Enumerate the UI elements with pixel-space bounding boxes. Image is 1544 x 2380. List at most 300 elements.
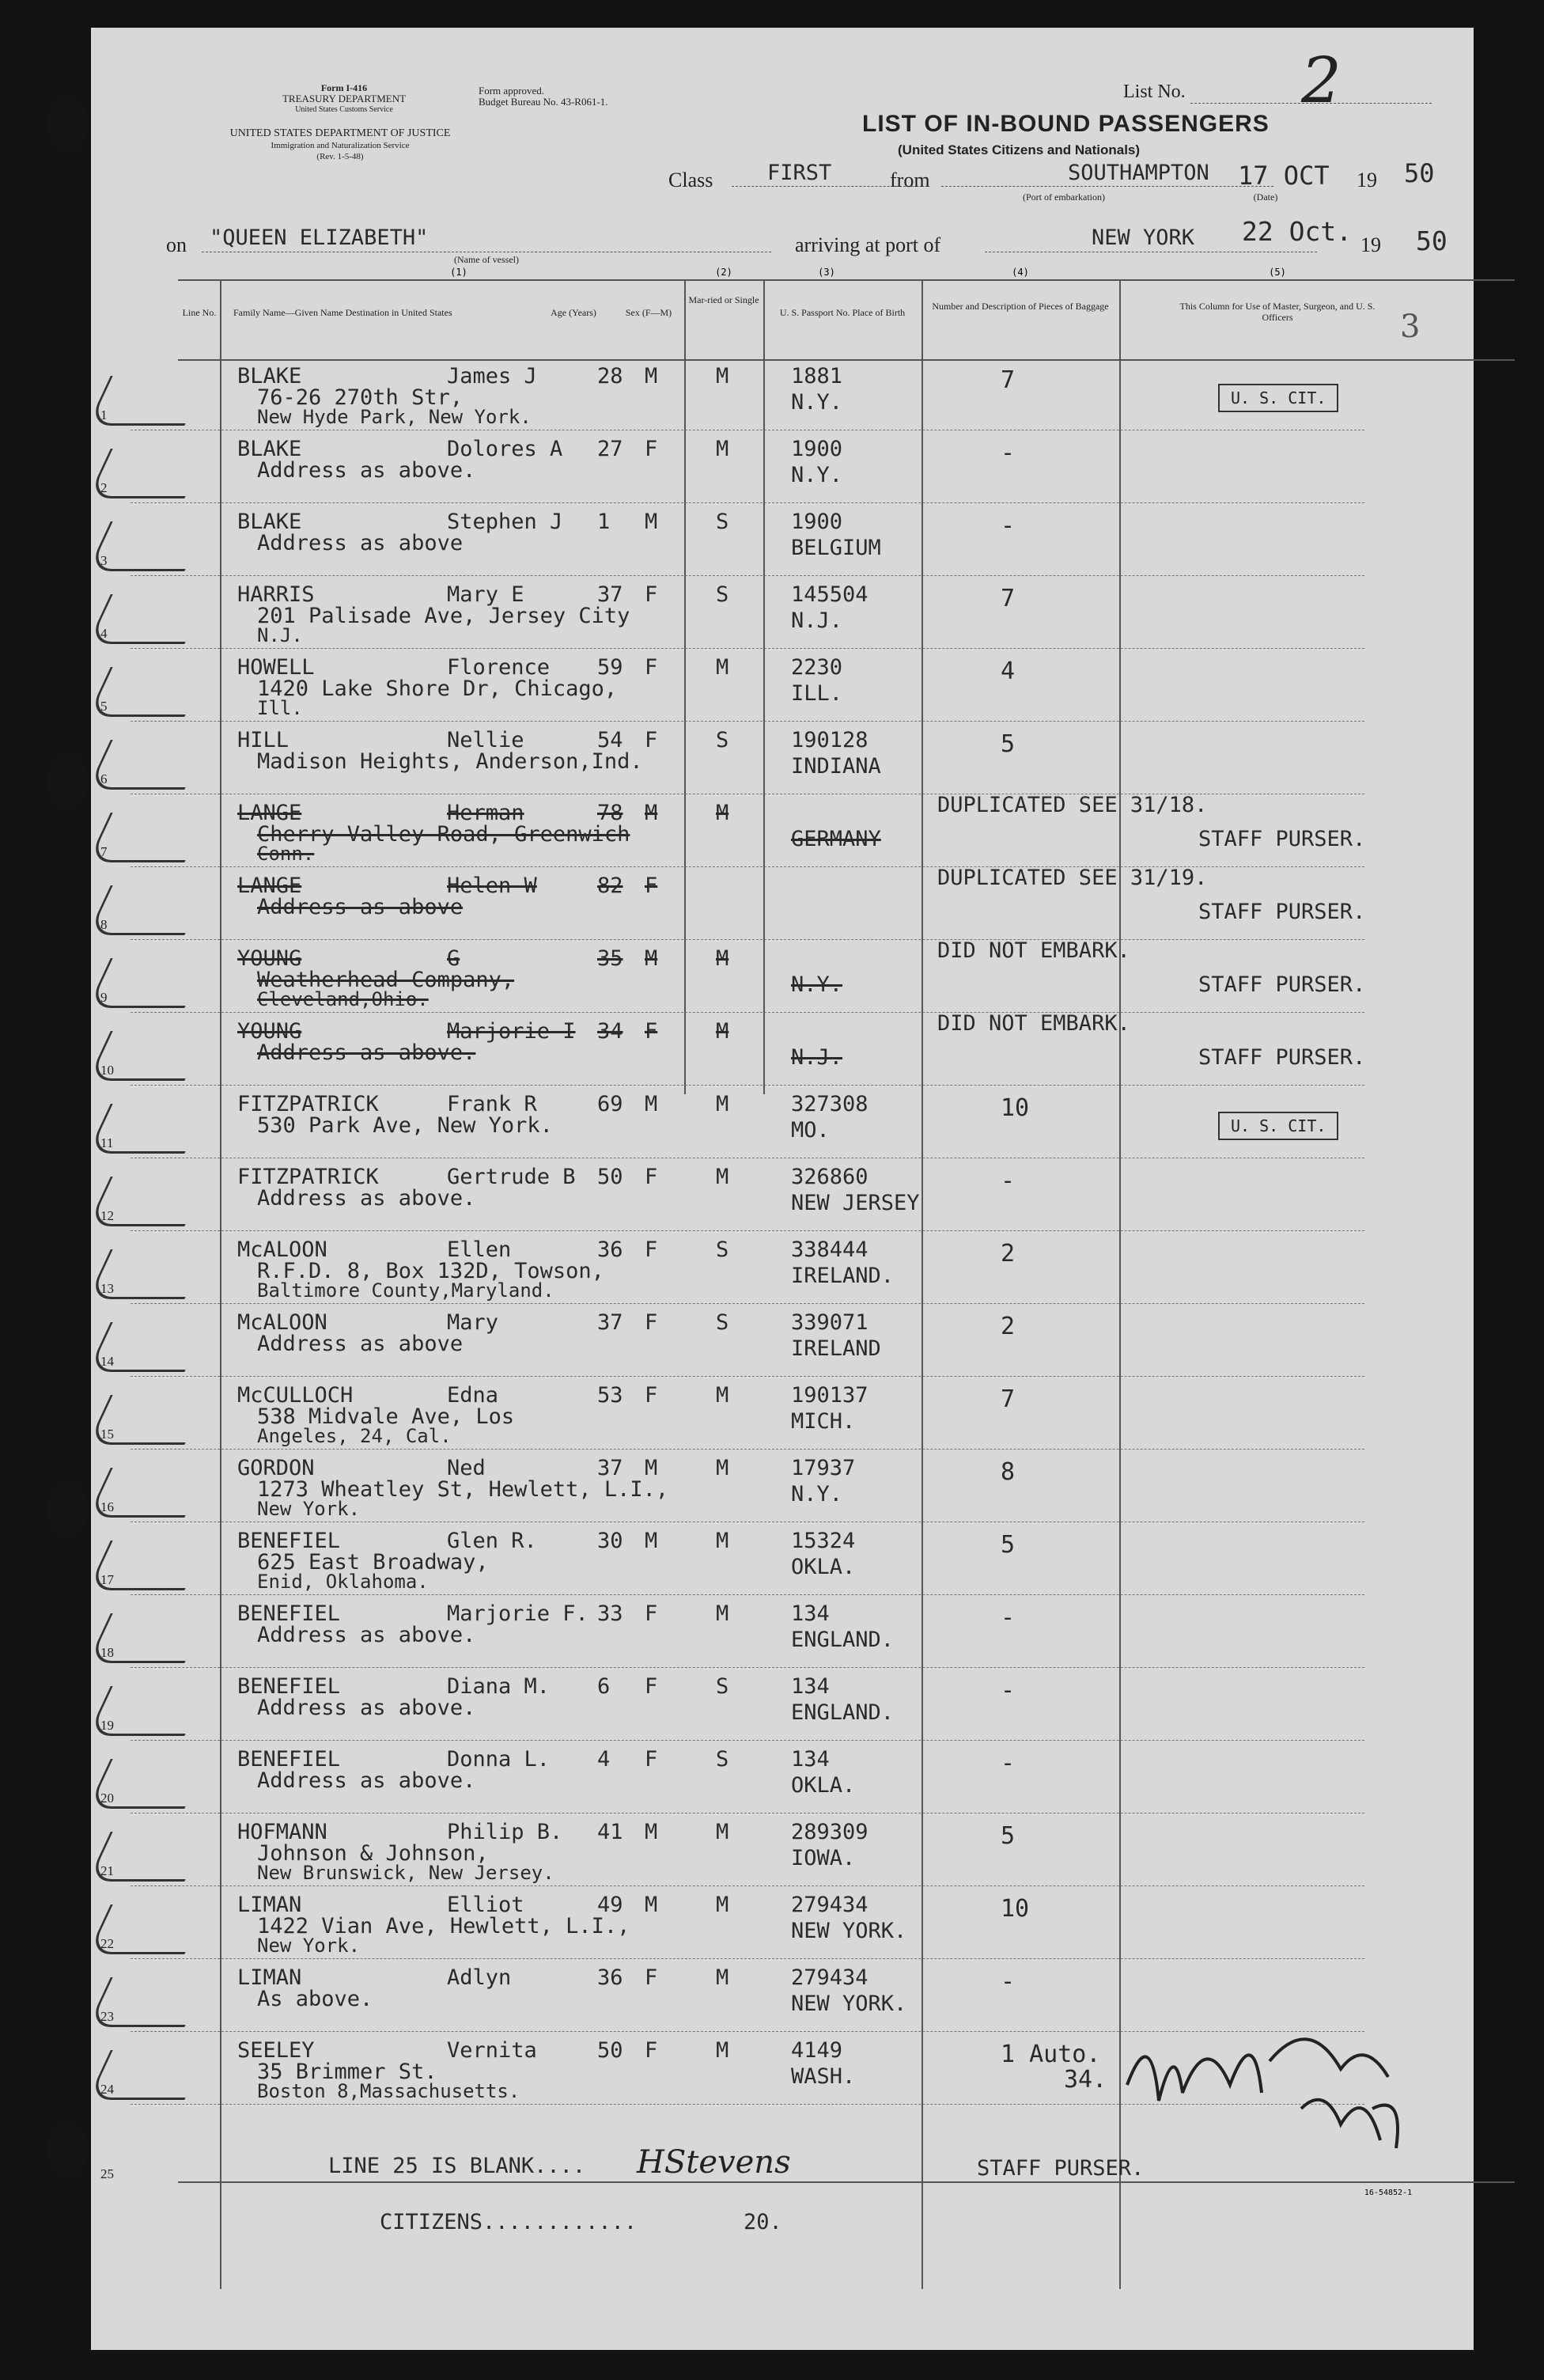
marital-status: M: [716, 1092, 729, 1116]
place-of-birth: NEW YORK.: [791, 1992, 907, 2016]
check-mark: [87, 1031, 207, 1081]
document-page: [91, 28, 1474, 2350]
check-mark: [87, 1468, 207, 1518]
address-line-1: 1422 Vian Ave, Hewlett, L.I.,: [257, 1914, 630, 1938]
given-name: Stephen J: [447, 510, 563, 534]
age: 59: [597, 655, 623, 680]
line25-signature: HStevens: [637, 2144, 791, 2181]
address-line-1: 625 East Broadway,: [257, 1550, 489, 1575]
line-number: 2: [100, 480, 108, 495]
on-label: on: [166, 233, 187, 256]
address-line-2: New York.: [257, 1498, 361, 1520]
column-number-5: (5): [1269, 267, 1286, 278]
baggage: 10: [1001, 1094, 1030, 1122]
arriving-label: arriving at port of: [795, 233, 941, 256]
passport-number: 190137: [791, 1383, 868, 1408]
family-name: BLAKE: [237, 437, 302, 461]
given-name: Adlyn: [447, 1965, 512, 1990]
marital-status: S: [716, 582, 729, 607]
check-mark: [87, 1249, 207, 1299]
baggage: -: [1001, 1677, 1016, 1704]
baggage: 5: [1001, 730, 1016, 758]
place-of-birth: OKLA.: [791, 1773, 856, 1798]
age: 78: [597, 801, 623, 825]
line-number: 4: [100, 626, 108, 641]
given-name: Marjorie F.: [447, 1601, 588, 1626]
given-name: Philip B.: [447, 1820, 563, 1844]
age: 30: [597, 1529, 623, 1553]
address-line-1: Madison Heights, Anderson,Ind.: [257, 749, 643, 774]
us-citizen-stamp: U. S. CIT.: [1218, 1112, 1338, 1140]
baggage: 1 Auto.: [1001, 2041, 1101, 2068]
place-of-birth: BELGIUM: [791, 536, 881, 560]
table-top-border: [178, 279, 1515, 281]
port-of-embarkation: SOUTHAMPTON: [1068, 161, 1209, 185]
given-name: Mary: [447, 1310, 499, 1335]
column-number-4: (4): [1012, 267, 1029, 278]
departure-date: 17 OCT: [1238, 161, 1330, 191]
binder-hole: [47, 95, 89, 153]
age: 4: [597, 1747, 611, 1772]
age: 54: [597, 728, 623, 752]
sex: F: [645, 1601, 658, 1626]
line-number: 6: [100, 771, 108, 786]
given-name: Marjorie I: [447, 1019, 576, 1044]
line-number: 8: [100, 917, 108, 932]
given-name: Gertrude B: [447, 1165, 576, 1189]
age: 1: [597, 510, 611, 534]
check-mark: [87, 1832, 207, 1882]
age: 6: [597, 1674, 611, 1699]
check-mark: [87, 1759, 207, 1809]
address-line-1: Address as above.: [257, 1696, 476, 1720]
row-divider: [131, 1522, 1364, 1523]
passport-number: 289309: [791, 1820, 868, 1844]
check-mark: [87, 1322, 207, 1372]
address-line-2: New Brunswick, New Jersey.: [257, 1862, 554, 1884]
passport-number: 2230: [791, 655, 843, 680]
status-note: DUPLICATED SEE 31/18.: [937, 793, 1208, 817]
address-line-1: Weatherhead Company,: [257, 968, 515, 992]
marital-status: M: [716, 1601, 729, 1626]
family-name: HOWELL: [237, 655, 315, 680]
age: 50: [597, 2038, 623, 2063]
family-name: LIMAN: [237, 1893, 302, 1917]
sex: M: [645, 801, 658, 825]
place-of-birth: IOWA.: [791, 1846, 856, 1870]
column-number-1: (1): [450, 267, 467, 278]
sex: F: [645, 437, 658, 461]
family-name: FITZPATRICK: [237, 1165, 379, 1189]
given-name: Nellie: [447, 728, 524, 752]
marital-status: M: [716, 1893, 729, 1917]
sex: F: [645, 582, 658, 607]
given-name: Vernita: [447, 2038, 537, 2063]
page-mark: 3: [1400, 309, 1421, 345]
passport-number: 145504: [791, 582, 868, 607]
check-mark: [87, 813, 207, 862]
family-name: SEELEY: [237, 2038, 315, 2063]
line-number: 9: [100, 990, 108, 1005]
passport-number: 339071: [791, 1310, 868, 1335]
row-divider: [131, 1449, 1364, 1450]
place-of-birth: MO.: [791, 1118, 830, 1143]
staff-purser: STAFF PURSER.: [1198, 827, 1366, 851]
passport-number: 134: [791, 1747, 830, 1772]
place-of-birth: N.Y.: [791, 463, 843, 487]
passport-number: 190128: [791, 728, 868, 752]
address-line-1: 538 Midvale Ave, Los: [257, 1404, 515, 1429]
address-line-2: Ill.: [257, 697, 303, 719]
date-caption: (Date): [1253, 191, 1278, 203]
age: 36: [597, 1237, 623, 1262]
check-mark: [87, 958, 207, 1008]
sex: M: [645, 510, 658, 534]
line-number: 12: [100, 1208, 114, 1223]
sex: M: [645, 1820, 658, 1844]
binder-hole: [47, 2120, 89, 2179]
row-divider: [131, 1303, 1364, 1305]
address-line-1: 1273 Wheatley St, Hewlett, L.I.,: [257, 1477, 669, 1502]
binder-hole: [47, 1480, 89, 1538]
status-note: DID NOT EMBARK.: [937, 938, 1130, 963]
age: 34: [597, 1019, 623, 1044]
line25-text: LINE 25 IS BLANK....: [328, 2154, 586, 2178]
age: 50: [597, 1165, 623, 1189]
place-of-birth: ILL.: [791, 681, 843, 706]
row-divider: [131, 1813, 1364, 1814]
address-line-1: 201 Palisade Ave, Jersey City: [257, 604, 630, 628]
passport-number: 17937: [791, 1456, 856, 1480]
marital-status: S: [716, 1310, 729, 1335]
baggage: 7: [1001, 585, 1016, 612]
sex: F: [645, 1965, 658, 1990]
family-name: McALOON: [237, 1237, 327, 1262]
line-number: 23: [100, 2009, 114, 2024]
check-mark: [87, 1541, 207, 1590]
check-mark: [87, 594, 207, 644]
sex: M: [645, 1092, 658, 1116]
given-name: Frank R: [447, 1092, 537, 1116]
sex: F: [645, 874, 658, 898]
budget-bureau: Budget Bureau No. 43-R061-1.: [479, 96, 608, 108]
family-name: LANGE: [237, 874, 302, 898]
marital-status: S: [716, 1674, 729, 1699]
status-note: DID NOT EMBARK.: [937, 1011, 1130, 1036]
given-name: Glen R.: [447, 1529, 537, 1553]
check-mark: [87, 740, 207, 790]
passport-number: 1900: [791, 437, 843, 461]
address-line-1: 35 Brimmer St.: [257, 2060, 437, 2084]
address-line-1: Address as above: [257, 1332, 464, 1356]
form-number: Form I-416: [320, 82, 368, 93]
departure-year: 50: [1404, 158, 1435, 188]
place-of-birth: GERMANY: [791, 827, 881, 851]
family-name: McCULLOCH: [237, 1383, 354, 1408]
line-number: 11: [100, 1135, 114, 1150]
address-line-1: Address as above.: [257, 1623, 476, 1647]
line25-staff-purser: STAFF PURSER.: [977, 2156, 1145, 2181]
given-name: Helen W: [447, 874, 537, 898]
baggage: 2: [1001, 1240, 1016, 1268]
passport-number: 279434: [791, 1965, 868, 1990]
sex: F: [645, 1019, 658, 1044]
row-divider: [131, 1158, 1364, 1159]
given-name: James J: [447, 364, 537, 388]
check-mark: [87, 376, 207, 426]
line-number: 22: [100, 1936, 114, 1951]
row-divider: [131, 575, 1364, 577]
passport-number: 134: [791, 1601, 830, 1626]
column-number-2: (2): [715, 267, 732, 278]
address-line-1: Address as above.: [257, 458, 476, 483]
given-name: Edna: [447, 1383, 499, 1408]
age: 53: [597, 1383, 623, 1408]
line-number: 18: [100, 1645, 114, 1660]
sex: F: [645, 2038, 658, 2063]
form-code: 16-54852-1: [1364, 2189, 1413, 2197]
family-name: McALOON: [237, 1310, 327, 1335]
line-number: 21: [100, 1863, 114, 1878]
address-line-2: Enid, Oklahoma.: [257, 1571, 429, 1593]
family-name: HILL: [237, 728, 290, 752]
place-of-birth: N.Y.: [791, 390, 843, 415]
row-divider: [131, 721, 1364, 722]
col-sex: Sex (F—M): [625, 307, 672, 318]
marital-status: M: [716, 655, 729, 680]
place-of-birth: N.Y.: [791, 1482, 843, 1506]
from-label: from: [890, 169, 930, 191]
line-number: 1: [100, 407, 108, 423]
age: 82: [597, 874, 623, 898]
place-of-birth: MICH.: [791, 1409, 856, 1434]
marital-status: M: [716, 1965, 729, 1990]
inspector-signature: [1103, 1990, 1436, 2188]
line-number: 10: [100, 1063, 114, 1078]
line-number: 14: [100, 1354, 114, 1369]
family-name: BENEFIEL: [237, 1747, 341, 1772]
sex: M: [645, 946, 658, 971]
row-divider: [131, 1740, 1364, 1741]
col-officers: This Column for Use of Master, Surgeon, and U. S. Officers: [1179, 301, 1376, 323]
line-number: 24: [100, 2082, 114, 2097]
line-number: 7: [100, 844, 108, 859]
check-mark: [87, 667, 207, 717]
row-divider: [131, 1594, 1364, 1596]
baggage: 7: [1001, 366, 1016, 394]
marital-status: M: [716, 437, 729, 461]
baggage: 2: [1001, 1313, 1016, 1340]
age: 36: [597, 1965, 623, 1990]
place-of-birth: N.J.: [791, 1045, 843, 1070]
form-approved: Form approved.: [479, 85, 545, 97]
sex: F: [645, 728, 658, 752]
marital-status: M: [716, 1529, 729, 1553]
customs-label: United States Customs Service: [295, 105, 393, 114]
age: 35: [597, 946, 623, 971]
address-line-1: Johnson & Johnson,: [257, 1841, 489, 1866]
marital-status: M: [716, 946, 729, 971]
address-line-2: Boston 8,Massachusetts.: [257, 2080, 520, 2102]
row-divider: [131, 1012, 1364, 1014]
address-line-1: 530 Park Ave, New York.: [257, 1113, 553, 1138]
citizens-count: 20.: [744, 2210, 782, 2234]
age: 37: [597, 582, 623, 607]
marital-status: S: [716, 1747, 729, 1772]
sex: M: [645, 1893, 658, 1917]
row-divider: [131, 1885, 1364, 1887]
age: 69: [597, 1092, 623, 1116]
col-married: Mar-ried or Single: [688, 294, 759, 305]
binder-hole: [47, 752, 89, 810]
sex: M: [645, 364, 658, 388]
given-name: Elliot: [447, 1893, 524, 1917]
baggage: -: [1001, 512, 1016, 540]
passport-number: 1900: [791, 510, 843, 534]
check-mark: [87, 1686, 207, 1736]
arrival-year: 50: [1416, 225, 1448, 256]
given-name: Florence: [447, 655, 551, 680]
col-age: Age (Years): [551, 307, 596, 318]
family-name: FITZPATRICK: [237, 1092, 379, 1116]
family-name: BLAKE: [237, 510, 302, 534]
family-name: BENEFIEL: [237, 1674, 341, 1699]
citizens-label: CITIZENS............: [380, 2210, 638, 2234]
sex: F: [645, 1674, 658, 1699]
row-divider: [131, 430, 1364, 431]
document-subtitle: (United States Citizens and Nationals): [898, 142, 1141, 157]
baggage: -: [1001, 439, 1016, 467]
col-name: Family Name—Given Name Destination in United States: [233, 307, 452, 318]
line-number: 5: [100, 699, 108, 714]
marital-status: S: [716, 510, 729, 534]
sex: M: [645, 1456, 658, 1480]
sex: F: [645, 655, 658, 680]
col-passport: U. S. Passport No. Place of Birth: [779, 307, 906, 318]
status-note: DUPLICATED SEE 31/19.: [937, 866, 1208, 890]
age: 37: [597, 1456, 623, 1480]
address-line-1: Address as above: [257, 531, 464, 555]
baggage: 5: [1001, 1531, 1016, 1559]
place-of-birth: N.J.: [791, 608, 843, 633]
family-name: BENEFIEL: [237, 1529, 341, 1553]
sex: F: [645, 1747, 658, 1772]
check-mark: [87, 521, 207, 571]
address-line-2: N.J.: [257, 624, 303, 646]
list-no-label: List No.: [1123, 81, 1186, 102]
check-mark: [87, 1904, 207, 1954]
check-mark: [87, 2050, 207, 2100]
baggage: 8: [1001, 1458, 1016, 1486]
place-of-birth: N.Y.: [791, 972, 843, 997]
marital-status: M: [716, 1165, 729, 1189]
row-divider: [131, 648, 1364, 650]
age: 33: [597, 1601, 623, 1626]
address-line-2: Angeles, 24, Cal.: [257, 1425, 452, 1447]
age: 49: [597, 1893, 623, 1917]
marital-status: M: [716, 2038, 729, 2063]
document-title: LIST OF IN-BOUND PASSENGERS: [862, 111, 1270, 137]
list-number: 2: [1301, 44, 1342, 117]
given-name: Dolores A: [447, 437, 563, 461]
address-line-2: New York.: [257, 1935, 361, 1957]
baggage: 5: [1001, 1822, 1016, 1850]
baggage: 10: [1001, 1895, 1030, 1923]
address-line-1: As above.: [257, 1987, 373, 2011]
check-mark: [87, 885, 207, 935]
revision-label: (Rev. 1-5-48): [316, 152, 364, 161]
row-divider: [131, 939, 1364, 941]
row-divider: [131, 1230, 1364, 1232]
us-citizen-stamp: U. S. CIT.: [1218, 384, 1338, 412]
marital-status: M: [716, 1019, 729, 1044]
address-line-1: Address as above.: [257, 1768, 476, 1793]
passport-number: 326860: [791, 1165, 868, 1189]
passport-number: 4149: [791, 2038, 843, 2063]
vessel-name: "QUEEN ELIZABETH": [210, 225, 429, 250]
treasury-label: TREASURY DEPARTMENT: [282, 93, 407, 104]
passport-number: 134: [791, 1674, 830, 1699]
line-number-25: 25: [100, 2166, 114, 2181]
line-number: 15: [100, 1427, 114, 1442]
sex: F: [645, 1165, 658, 1189]
baggage: -: [1001, 1749, 1016, 1777]
place-of-birth: NEW JERSEY: [791, 1191, 920, 1215]
passport-number: 338444: [791, 1237, 868, 1262]
passport-number: 1881: [791, 364, 843, 388]
marital-status: S: [716, 1237, 729, 1262]
place-of-birth: ENGLAND.: [791, 1700, 895, 1725]
line-number: 3: [100, 553, 108, 568]
col-baggage: Number and Description of Pieces of Baggage: [932, 301, 1109, 312]
sex: F: [645, 1310, 658, 1335]
address-line-2: Baltimore County,Maryland.: [257, 1279, 554, 1302]
marital-status: M: [716, 801, 729, 825]
address-line-2: Cleveland,Ohio.: [257, 988, 429, 1010]
row-divider: [131, 1085, 1364, 1086]
marital-status: M: [716, 1456, 729, 1480]
arrival-date: 22 Oct.: [1242, 216, 1353, 247]
age: 28: [597, 364, 623, 388]
column-number-3: (3): [818, 267, 835, 278]
family-name: BLAKE: [237, 364, 302, 388]
line-number: 13: [100, 1281, 114, 1296]
line-number: 17: [100, 1572, 114, 1587]
place-of-birth: OKLA.: [791, 1555, 856, 1579]
sex: F: [645, 1237, 658, 1262]
age: 37: [597, 1310, 623, 1335]
given-name: Donna L.: [447, 1747, 551, 1772]
marital-status: M: [716, 1383, 729, 1408]
family-name: HOFMANN: [237, 1820, 327, 1844]
year-prefix-1: 19: [1357, 169, 1377, 191]
sex: M: [645, 1529, 658, 1553]
baggage: -: [1001, 1604, 1016, 1632]
staff-purser: STAFF PURSER.: [1198, 900, 1366, 924]
check-mark: [87, 1613, 207, 1663]
line-number: 19: [100, 1718, 114, 1733]
ins-label: Immigration and Naturalization Service: [271, 141, 410, 150]
baggage: -: [1001, 1167, 1016, 1195]
marital-status: M: [716, 1820, 729, 1844]
place-of-birth: IRELAND: [791, 1336, 881, 1361]
port-caption: (Port of embarkation): [1023, 191, 1105, 203]
address-line-1: 1420 Lake Shore Dr, Chicago,: [257, 676, 618, 701]
staff-purser: STAFF PURSER.: [1198, 972, 1366, 997]
baggage: 7: [1001, 1385, 1016, 1413]
address-line-1: R.F.D. 8, Box 132D, Towson,: [257, 1259, 604, 1283]
baggage: -: [1001, 1968, 1016, 1995]
